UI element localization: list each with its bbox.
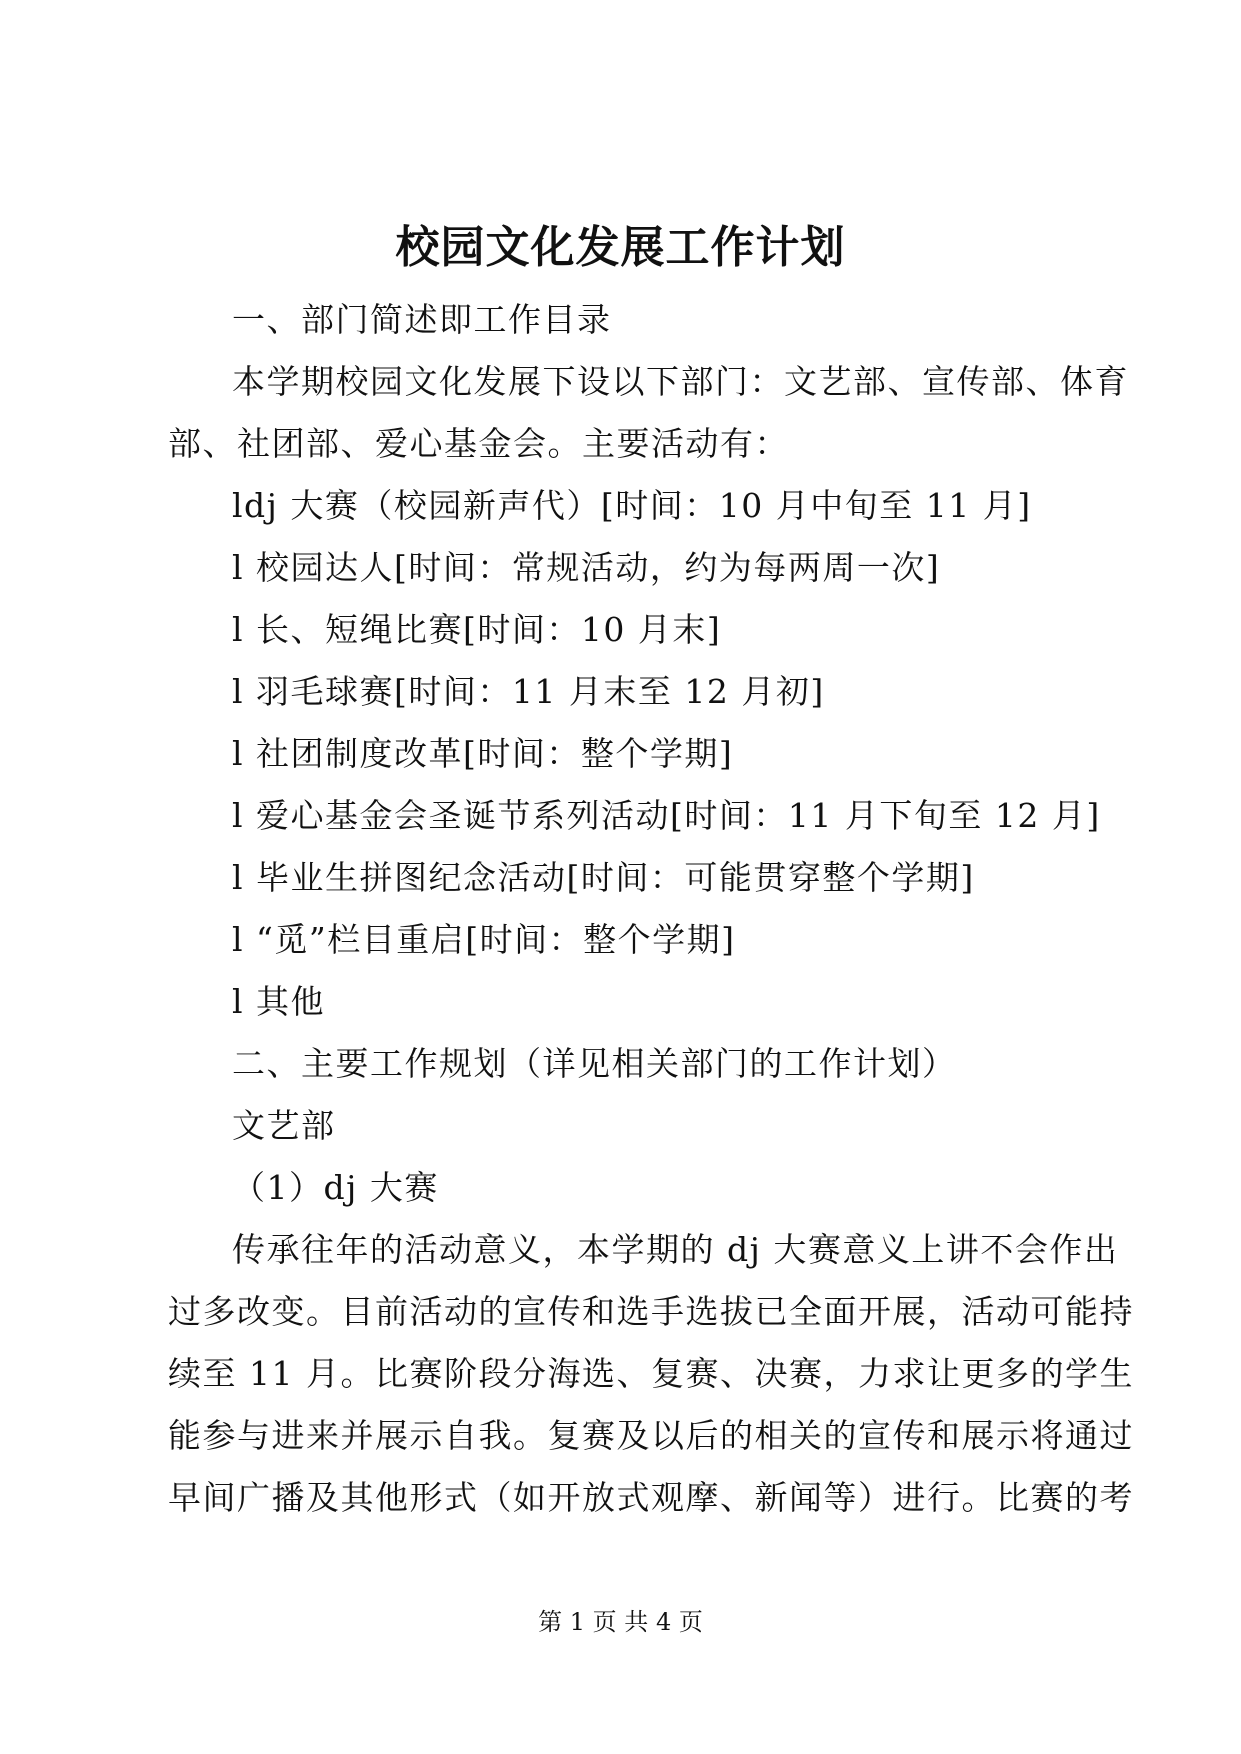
paragraph-line: 过多改变。目前活动的宣传和选手选拔已全面开展，活动可能持 xyxy=(168,1292,1134,1331)
paragraph-line: 早间广播及其他形式（如开放式观摩、新闻等）进行。比赛的考 xyxy=(168,1478,1134,1517)
department-heading: 文艺部 xyxy=(232,1106,336,1145)
paragraph-line: 传承往年的活动意义，本学期的 dj 大赛意义上讲不会作出 xyxy=(232,1230,1119,1269)
activity-item-graduate-puzzle: l 毕业生拼图纪念活动[时间：可能贯穿整个学期] xyxy=(232,858,975,897)
document-title: 校园文化发展工作计划 xyxy=(395,222,846,273)
paragraph-line: 能参与进来并展示自我。复赛及以后的相关的宣传和展示将通过 xyxy=(168,1416,1134,1455)
activity-item-badminton: l 羽毛球赛[时间：11 月末至 12 月初] xyxy=(232,672,825,711)
paragraph-line: 续至 11 月。比赛阶段分海选、复赛、决赛，力求让更多的学生 xyxy=(168,1354,1134,1393)
activity-item-column-restart: l “觅”栏目重启[时间：整个学期] xyxy=(232,920,736,959)
paragraph-line: 部、社团部、爱心基金会。主要活动有： xyxy=(168,424,789,463)
activity-item-rope-skipping: l 长、短绳比赛[时间：10 月末] xyxy=(232,610,722,649)
section-heading-2: 二、主要工作规划（详见相关部门的工作计划） xyxy=(232,1044,957,1083)
subsection-heading: （1）dj 大赛 xyxy=(232,1168,439,1207)
section-heading-1: 一、部门简述即工作目录 xyxy=(232,300,612,339)
activity-item-dj-contest: ldj 大赛（校园新声代）[时间：10 月中旬至 11 月] xyxy=(232,486,1032,525)
activity-item-other: l 其他 xyxy=(232,982,326,1021)
activity-item-christmas: l 爱心基金会圣诞节系列活动[时间：11 月下旬至 12 月] xyxy=(232,796,1101,835)
activity-item-campus-talent: l 校园达人[时间：常规活动，约为每两周一次] xyxy=(232,548,941,587)
activity-item-club-reform: l 社团制度改革[时间：整个学期] xyxy=(232,734,734,773)
paragraph-line: 本学期校园文化发展下设以下部门：文艺部、宣传部、体育 xyxy=(232,362,1129,401)
page-footer: 第 1 页 共 4 页 xyxy=(538,1608,703,1636)
